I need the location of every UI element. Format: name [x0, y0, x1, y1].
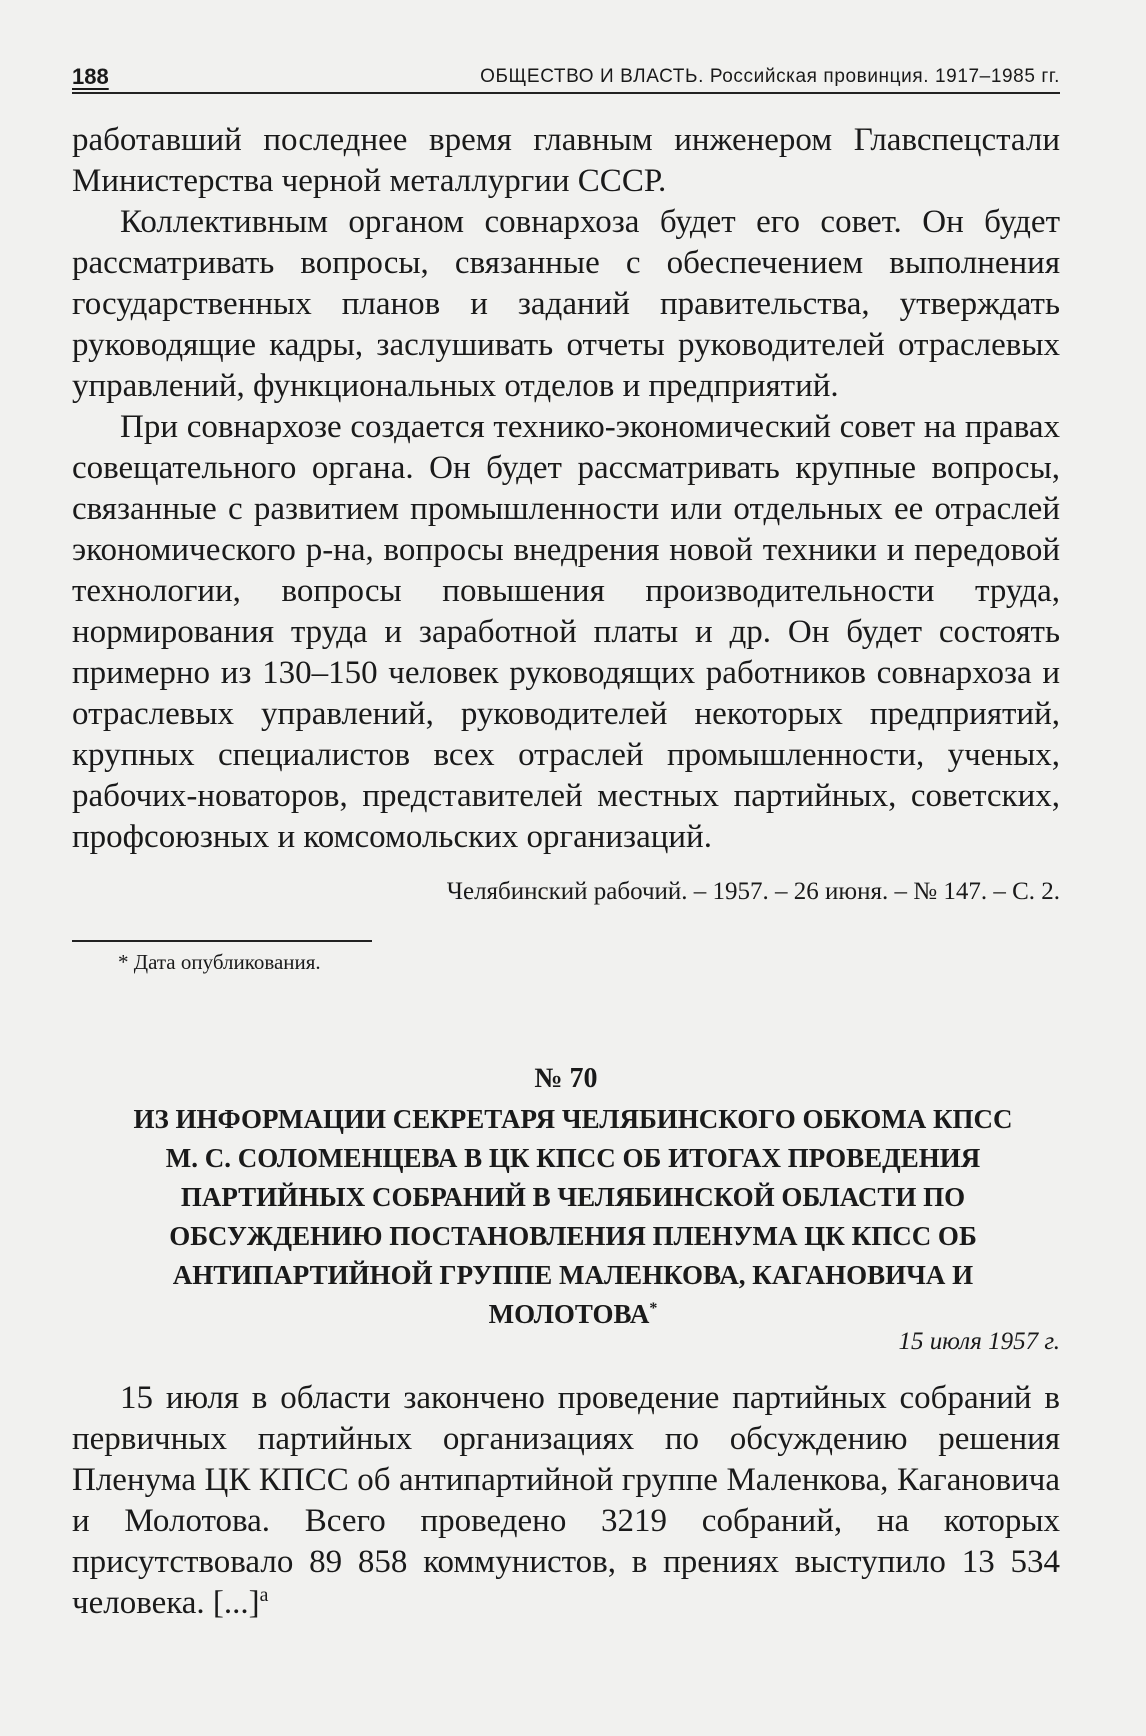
running-title: ОБЩЕСТВО И ВЛАСТЬ. Российская провинция. 1917–1985 гг.: [480, 66, 1060, 87]
source-citation: Челябинский рабочий. – 1957. – 26 июня. – № 147. – С. 2.: [446, 878, 1060, 905]
document-title: [120, 1100, 1026, 1334]
page-number: 188: [72, 64, 109, 89]
document-text-footnote-mark: а: [259, 1584, 269, 1606]
document-paragraph-text: 15 июля в области закончено проведение партийных собраний в первичных партийных организациях по обсуждению решения Пленума ЦК КПСС об антипартийной группе Маленкова, Кагановича и Молотова. Всего проведено 3219 собраний, на которых присутствовало 89 858 коммунистов, в прениях выступило 13 534 человека. [...]: [72, 1380, 1060, 1621]
continued-text: [72, 120, 1060, 858]
paragraph-tech-council: При совнархозе создается технико-экономический совет на правах совещательного органа. Он будет рассматривать крупные вопросы, связанные с развитием промышленности или отдельных ее отраслей экономического р-на, вопросы внедрения новой техники и передовой технологии, вопросы повышения производительности труда, нормирования труда и заработной платы и др. Он будет состоять примерно из 130–150 человек руководящих работников совнархоза и отраслевых управлений, руководителей некоторых предприятий, крупных специалистов всех отраслей промышленности, ученых, рабочих-новаторов, представителей местных партийных, советских, профсоюзных и комсомольских организаций.: [72, 409, 1060, 855]
page-header: [72, 52, 1060, 94]
document-paragraph: [72, 1378, 1060, 1624]
document-title-footnote-mark: *: [649, 1300, 658, 1317]
paragraph-council: Коллективным органом совнархоза будет его совет. Он будет рассматривать вопросы, связанные с обеспечением выполнения государственных планов и заданий правительства, утверждать руководящие кадры, заслушивать отчеты руководителей отраслевых управлений, функциональных отделов и предприятий.: [72, 204, 1060, 404]
footnote-divider: [72, 940, 372, 942]
paragraph-continuation: работавший последнее время главным инженером Главспецстали Министерства черной металлургии СССР.: [72, 122, 1060, 199]
document-date: 15 июля 1957 г.: [898, 1328, 1060, 1355]
footnote: * Дата опубликования.: [118, 950, 321, 974]
document-body: [72, 1378, 1060, 1624]
document-number: № 70: [534, 1063, 598, 1094]
document-title-text: ИЗ ИНФОРМАЦИИ СЕКРЕТАРЯ ЧЕЛЯБИНСКОГО ОБКОМА КПСС М. С. СОЛОМЕНЦЕВА В ЦК КПСС ОБ ИТОГАХ ПРОВЕДЕНИЯ ПАРТИЙНЫХ СОБРАНИЙ В ЧЕЛЯБИНСКОЙ ОБЛАСТИ ПО ОБСУЖДЕНИЮ ПОСТАНОВЛЕНИЯ ПЛЕНУМА ЦК КПСС ОБ АНТИПАРТИЙНОЙ ГРУППЕ МАЛЕНКОВА, КАГАНОВИЧА И МОЛОТОВА: [133, 1104, 1013, 1329]
